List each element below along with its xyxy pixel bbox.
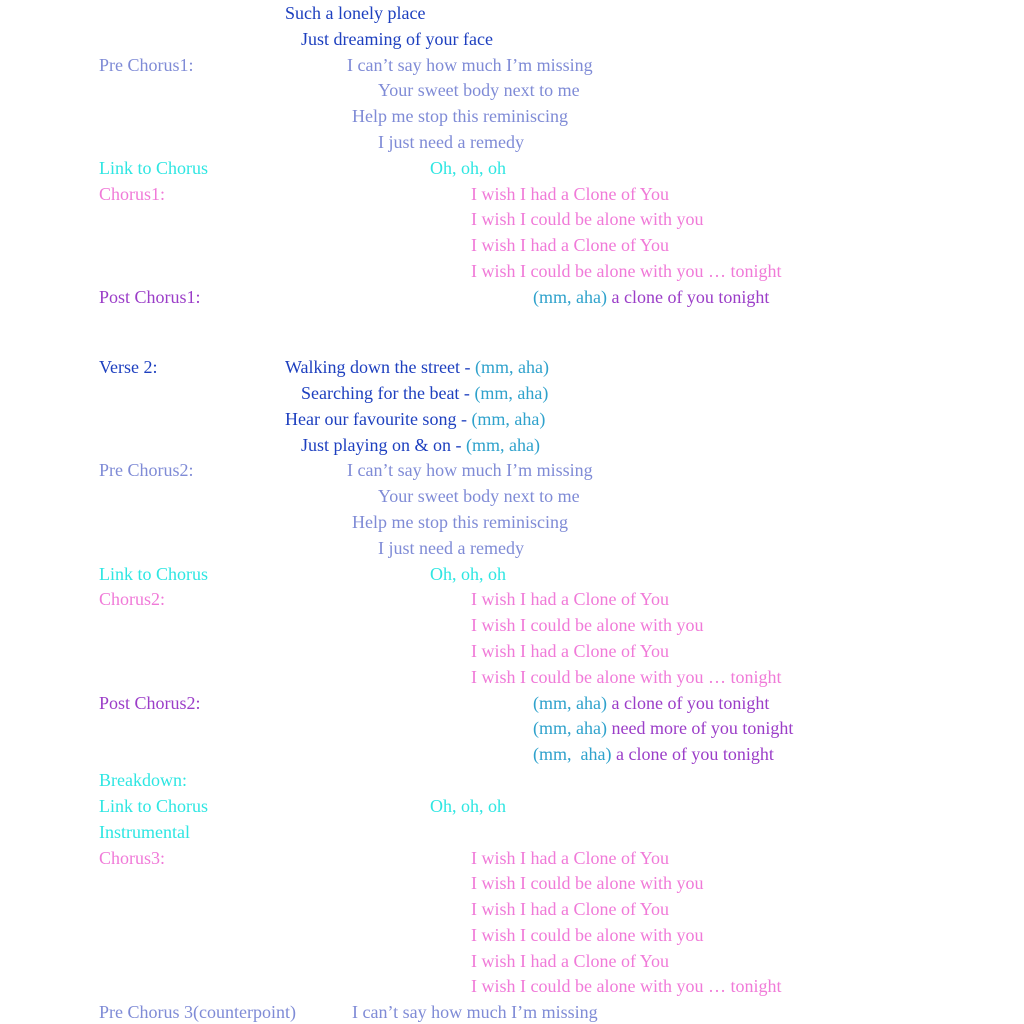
lyric-line bbox=[471, 668, 781, 686]
lyric-line bbox=[471, 849, 669, 867]
lyric-text: need more of you tonight bbox=[606, 718, 794, 738]
section-label: Verse 2: bbox=[99, 357, 158, 377]
backing-vocal-text: (mm, aha) bbox=[533, 718, 607, 738]
lyric-text: Just playing on & on - bbox=[301, 435, 466, 455]
section-label: Chorus1: bbox=[99, 184, 166, 204]
lyric-line bbox=[471, 952, 669, 970]
lyric-text: I just need a remedy bbox=[378, 132, 524, 152]
lyric-text: I wish I could be alone with you … tonight bbox=[471, 976, 782, 996]
section-label: Pre Chorus1: bbox=[99, 55, 194, 75]
lyric-text: Your sweet body next to me bbox=[378, 80, 580, 100]
lyric-text: a clone of you tonight bbox=[606, 693, 770, 713]
lyric-line bbox=[430, 797, 506, 815]
lyric-text: I wish I had a Clone of You bbox=[471, 184, 669, 204]
lyric-text: a clone of you tonight bbox=[606, 287, 770, 307]
lyric-line bbox=[533, 745, 774, 763]
lyric-line bbox=[430, 159, 506, 177]
lyric-text: Your sweet body next to me bbox=[378, 486, 580, 506]
lyric-text: I wish I could be alone with you … tonight bbox=[471, 667, 782, 687]
section-label: Link to Chorus bbox=[99, 796, 209, 816]
section-label: Instrumental bbox=[99, 822, 190, 842]
lyric-line bbox=[352, 1003, 598, 1021]
lyric-text: I wish I had a Clone of You bbox=[471, 951, 669, 971]
lyric-text: Help me stop this reminiscing bbox=[352, 106, 568, 126]
lyric-line bbox=[352, 107, 568, 125]
lyric-line bbox=[533, 288, 769, 306]
lyric-text: I wish I had a Clone of You bbox=[471, 589, 669, 609]
section-label: Pre Chorus 3(counterpoint) bbox=[99, 1002, 296, 1022]
lyric-text: I can’t say how much I’m missing bbox=[352, 1002, 598, 1022]
lyric-text: Just dreaming of your face bbox=[301, 29, 493, 49]
backing-vocal-text: (mm, aha) bbox=[533, 744, 612, 764]
lyric-line bbox=[347, 56, 593, 74]
lyric-line bbox=[471, 262, 781, 280]
lyric-text: I wish I had a Clone of You bbox=[471, 235, 669, 255]
lyric-line bbox=[471, 900, 669, 918]
lyric-line bbox=[471, 874, 703, 892]
lyric-text: I wish I had a Clone of You bbox=[471, 641, 669, 661]
lyric-text: I wish I could be alone with you bbox=[471, 873, 704, 893]
lyric-line bbox=[533, 719, 793, 737]
lyric-text: Help me stop this reminiscing bbox=[352, 512, 568, 532]
lyric-line bbox=[352, 513, 568, 531]
lyric-line bbox=[471, 616, 703, 634]
lyric-line bbox=[533, 694, 769, 712]
lyric-line bbox=[430, 565, 506, 583]
lyric-text: Oh, oh, oh bbox=[430, 564, 506, 584]
lyric-text: I wish I had a Clone of You bbox=[471, 848, 669, 868]
section-label: Chorus3: bbox=[99, 848, 166, 868]
section-label: Breakdown: bbox=[99, 770, 187, 790]
lyric-line bbox=[378, 133, 524, 151]
lyric-line bbox=[378, 81, 580, 99]
lyric-line bbox=[285, 410, 545, 428]
backing-vocal-text: (mm, aha) bbox=[466, 435, 540, 455]
lyric-text: I just need a remedy bbox=[378, 538, 524, 558]
lyric-text: Oh, oh, oh bbox=[430, 158, 506, 178]
backing-vocal-text: (mm, aha) bbox=[471, 409, 546, 429]
section-label: Chorus2: bbox=[99, 589, 166, 609]
backing-vocal-text: (mm, aha) bbox=[533, 693, 607, 713]
backing-vocal-text: (mm, aha) bbox=[474, 383, 549, 403]
lyric-line bbox=[471, 642, 669, 660]
lyric-text: I wish I could be alone with you bbox=[471, 925, 704, 945]
lyric-line bbox=[471, 185, 669, 203]
lyric-text: I wish I could be alone with you bbox=[471, 615, 704, 635]
lyric-text: I wish I had a Clone of You bbox=[471, 899, 669, 919]
lyric-line bbox=[285, 4, 425, 22]
lyric-line bbox=[347, 461, 593, 479]
lyric-text: I can’t say how much I’m missing bbox=[347, 55, 593, 75]
lyric-line bbox=[471, 210, 703, 228]
lyric-line bbox=[378, 487, 580, 505]
lyric-text: Oh, oh, oh bbox=[430, 796, 506, 816]
lyric-line bbox=[471, 236, 669, 254]
lyric-line bbox=[471, 590, 669, 608]
section-label: Pre Chorus2: bbox=[99, 460, 194, 480]
lyric-text: Walking down the street - bbox=[285, 357, 476, 377]
lyric-text: Such a lonely place bbox=[285, 3, 426, 23]
lyric-line bbox=[378, 539, 524, 557]
lyric-line bbox=[471, 977, 781, 995]
section-label: Post Chorus2: bbox=[99, 693, 201, 713]
backing-vocal-text: (mm, aha) bbox=[475, 357, 549, 377]
lyric-text: I can’t say how much I’m missing bbox=[347, 460, 593, 480]
lyric-line bbox=[471, 926, 703, 944]
lyric-line bbox=[301, 30, 493, 48]
section-label: Post Chorus1: bbox=[99, 287, 201, 307]
section-label: Link to Chorus bbox=[99, 564, 209, 584]
lyric-line bbox=[301, 436, 540, 454]
lyric-text: a clone of you tonight bbox=[611, 744, 774, 764]
lyric-text: Searching for the beat - bbox=[301, 383, 475, 403]
lyric-text: I wish I could be alone with you … tonight bbox=[471, 261, 782, 281]
lyric-text: I wish I could be alone with you bbox=[471, 209, 704, 229]
lyric-line bbox=[285, 358, 549, 376]
lyric-line bbox=[301, 384, 548, 402]
lyric-text: Hear our favourite song - bbox=[285, 409, 472, 429]
section-label: Link to Chorus bbox=[99, 158, 209, 178]
backing-vocal-text: (mm, aha) bbox=[533, 287, 607, 307]
